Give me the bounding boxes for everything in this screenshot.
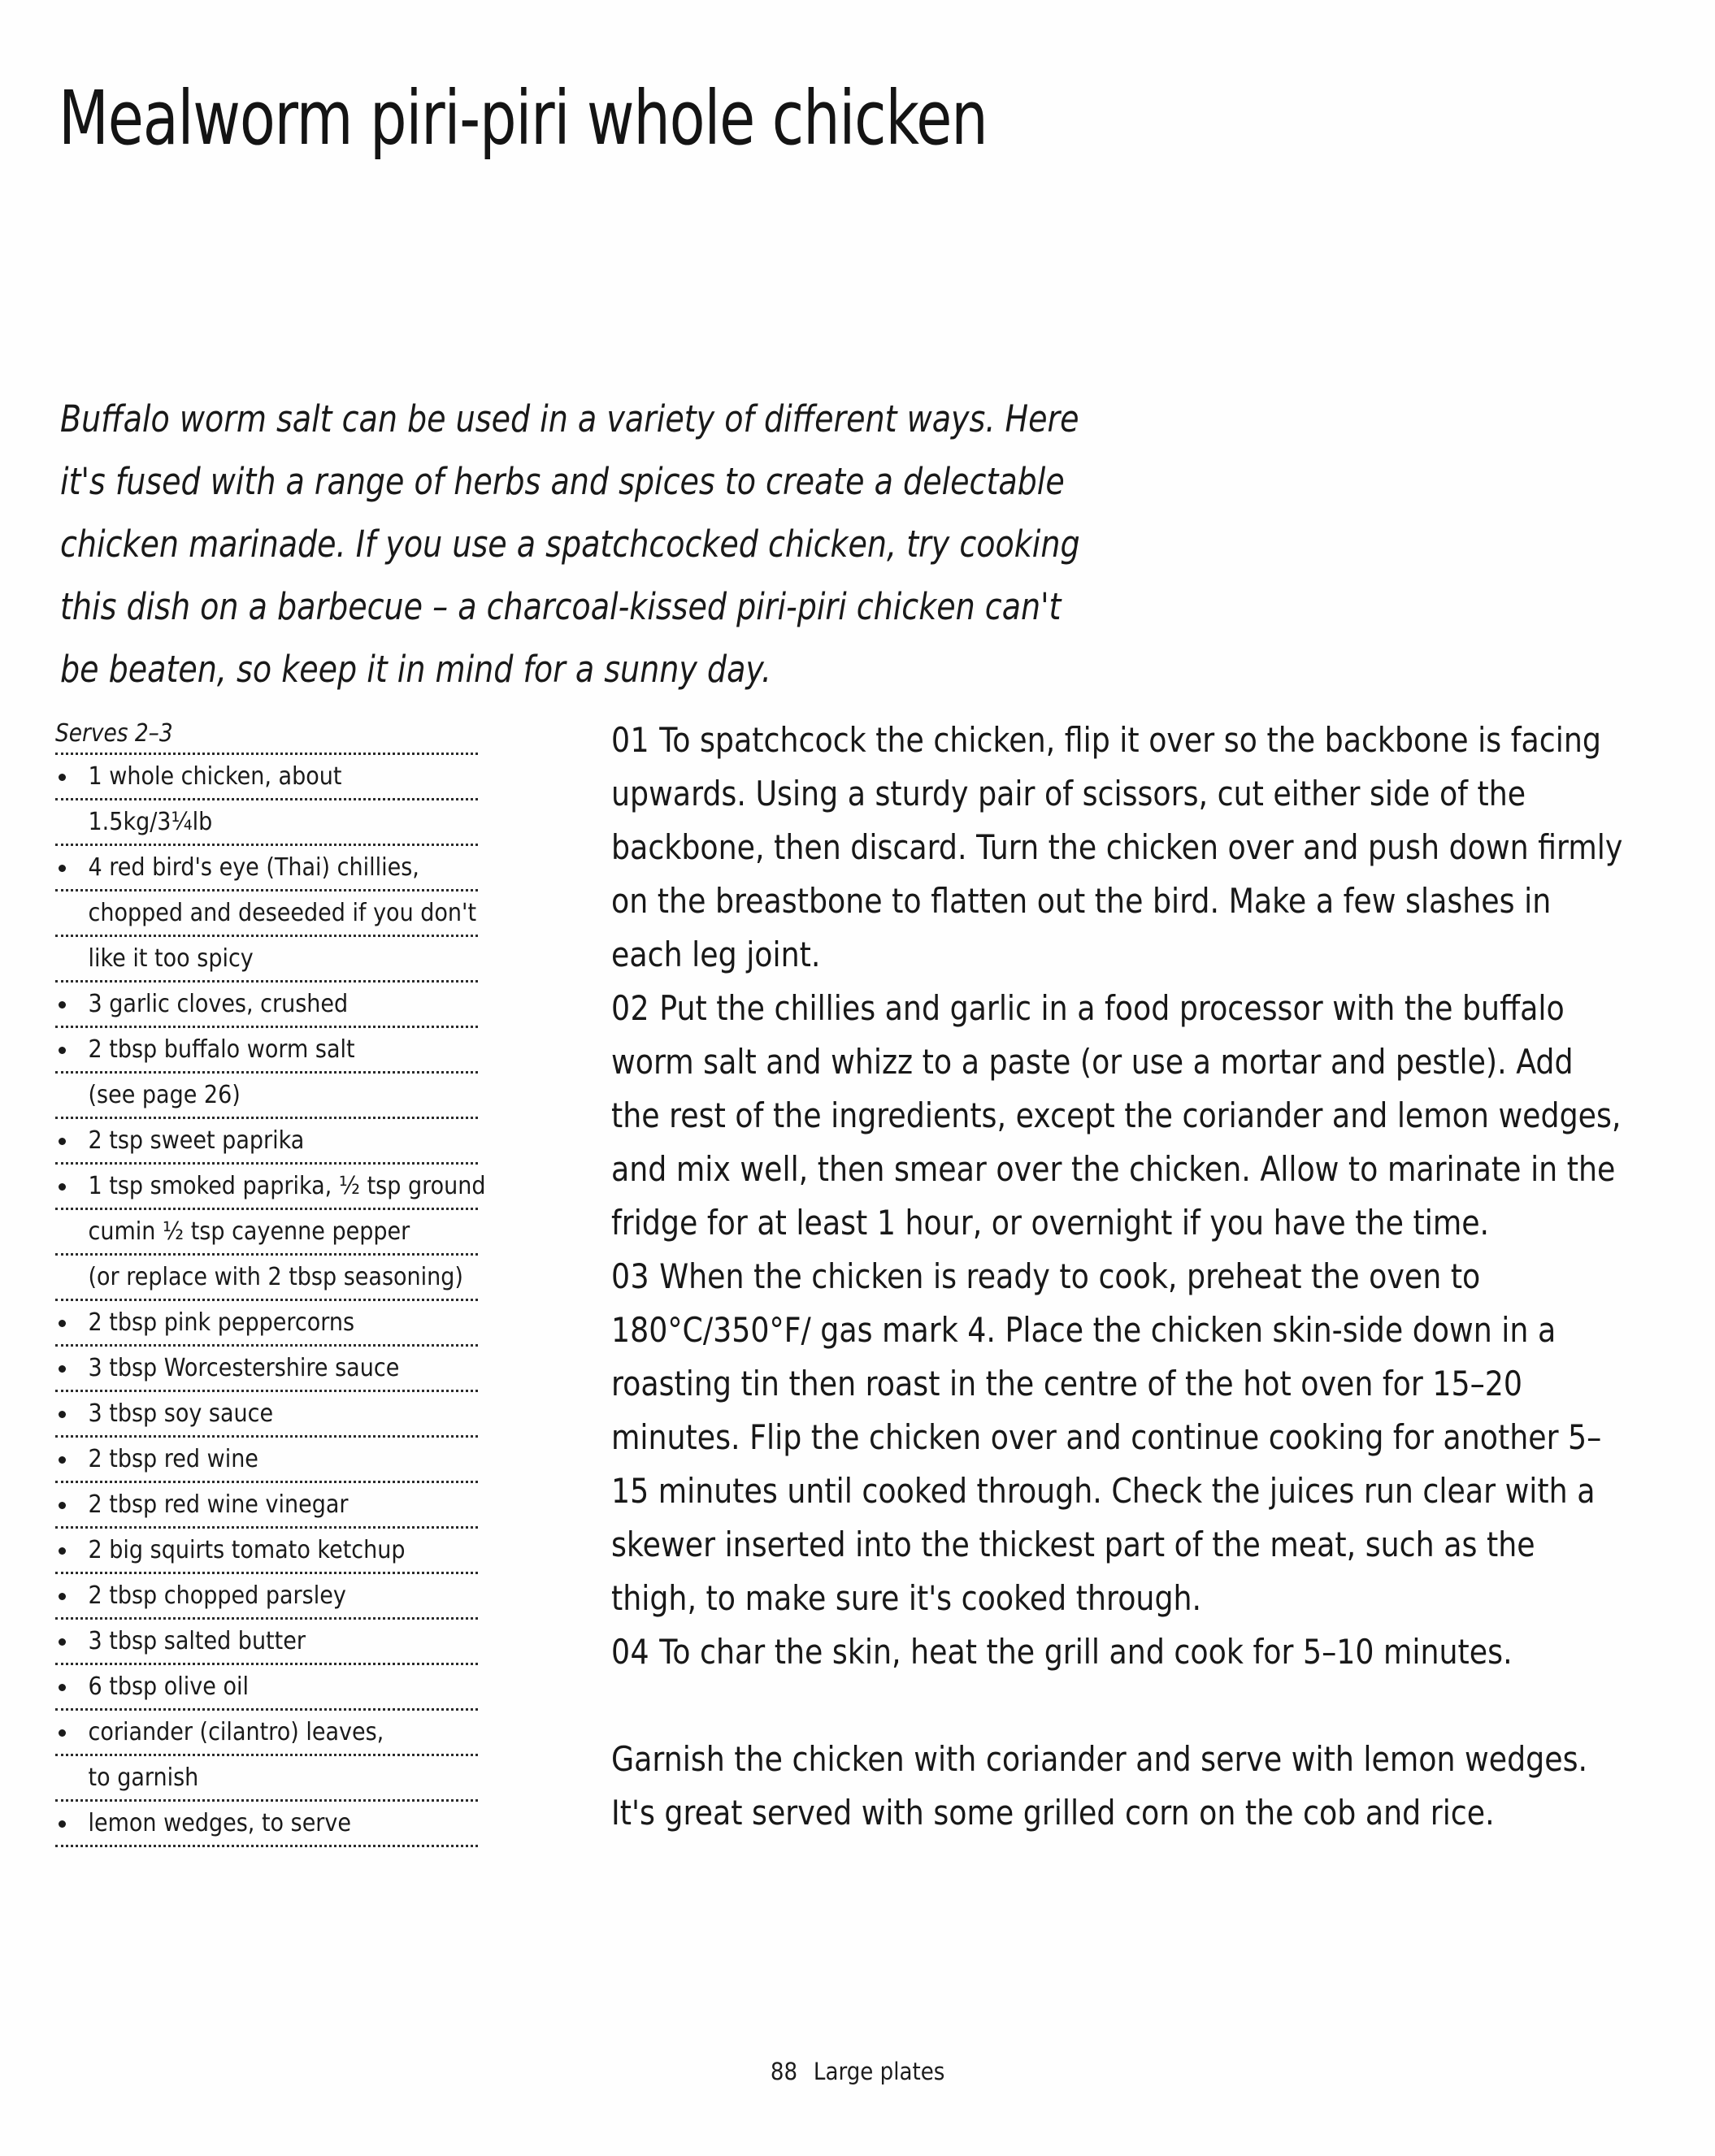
step-text: To char the skin, heat the grill and cook for 5–10 minutes. xyxy=(659,1632,1513,1672)
step-number: 01 xyxy=(611,720,650,760)
ingredient-text: like it too spicy xyxy=(88,944,254,973)
ingredient-text: 6 tbsp olive oil xyxy=(88,1672,249,1701)
step-text: When the chicken is ready to cook, preheat the oven to 180°C/350°F/ gas mark 4. Place the chicken skin-side down in a roasting tin then roast in the centre of the hot oven for 15–20 minutes. Flip the chicken over and continue cooking for another 5–15 minutes until cooked through. Check the juices run clear with a skewer inserted into the thickest part of the meat, such as the thigh, to make sure it's cooked through. xyxy=(611,1256,1602,1618)
ingredients-list xyxy=(55,753,486,1847)
ingredient-line xyxy=(55,1802,478,1847)
ingredient-text: cumin ½ tsp cayenne pepper xyxy=(88,1217,410,1246)
ingredient-text: 2 big squirts tomato ketchup xyxy=(88,1536,406,1564)
ingredients-column xyxy=(55,718,486,1847)
ingredient-line xyxy=(55,1483,478,1529)
ingredient-line xyxy=(55,1620,478,1665)
page-number: 88 xyxy=(770,2058,797,2085)
ingredient-text: (see page 26) xyxy=(88,1081,241,1109)
method-step xyxy=(611,1625,1624,1679)
ingredient-line xyxy=(55,1665,478,1711)
ingredient-text: 3 tbsp soy sauce xyxy=(88,1399,274,1428)
ingredient-text: 3 garlic cloves, crushed xyxy=(88,990,349,1018)
method-step xyxy=(611,1250,1624,1625)
page-footer xyxy=(0,2058,1715,2085)
footer-inner xyxy=(771,2058,944,2085)
serves-label: Serves 2–3 xyxy=(55,719,173,748)
step-text: To spatchcock the chicken, flip it over so the backbone is facing upwards. Using a sturdy pair of scissors, cut either side of the backbone, then discard. Turn the chicken over and push down firmly on the breastbone to flatten out the bird. Make a few slashes in each leg joint. xyxy=(611,720,1623,974)
ingredient-text: 4 red bird's eye (Thai) chillies, xyxy=(88,853,419,882)
ingredient-text: chopped and deseeded if you don't xyxy=(88,899,477,927)
ingredient-line xyxy=(55,983,478,1028)
ingredient-text: 1.5kg/3¼lb xyxy=(88,808,213,836)
ingredient-text: 3 tbsp Worcestershire sauce xyxy=(88,1354,400,1382)
ingredient-text: 2 tbsp chopped parsley xyxy=(88,1581,346,1610)
ingredient-line xyxy=(55,1028,478,1074)
step-number: 04 xyxy=(611,1632,650,1672)
ingredient-line xyxy=(55,937,478,983)
ingredient-line xyxy=(55,1165,486,1210)
method-step xyxy=(611,714,1624,982)
ingredient-line xyxy=(55,1756,478,1802)
ingredient-line xyxy=(55,1210,478,1256)
section-name: Large plates xyxy=(813,2058,945,2085)
ingredient-line xyxy=(55,846,478,891)
ingredient-line xyxy=(55,1574,478,1620)
ingredient-line xyxy=(55,1529,478,1574)
ingredient-text: 2 tbsp red wine xyxy=(88,1445,258,1473)
method-column xyxy=(611,714,1635,1840)
page-title: Mealworm piri-piri whole chicken xyxy=(59,74,988,162)
ingredient-line xyxy=(55,1392,478,1438)
ingredient-line xyxy=(55,1074,478,1119)
ingredient-line xyxy=(55,1301,478,1347)
method-step xyxy=(611,982,1624,1250)
ingredient-text: 3 tbsp salted butter xyxy=(88,1627,306,1655)
ingredient-line xyxy=(55,1711,478,1756)
closing-paragraph: Garnish the chicken with coriander and serve with lemon wedges. It's great served with some grilled corn on the cob and rice. xyxy=(611,1739,1588,1833)
ingredient-text: 1 tsp smoked paprika, ½ tsp ground xyxy=(88,1172,486,1200)
ingredient-text: 2 tbsp red wine vinegar xyxy=(88,1490,349,1519)
ingredient-text: lemon wedges, to serve xyxy=(88,1809,352,1837)
step-number: 02 xyxy=(611,988,650,1028)
ingredient-text: 2 tsp sweet paprika xyxy=(88,1126,305,1155)
ingredient-line xyxy=(55,1256,478,1301)
ingredient-text: 1 whole chicken, about xyxy=(88,762,342,791)
intro-paragraph: Buffalo worm salt can be used in a variety of different ways. Here it's fused with a range of herbs and spices to create a delectable chicken marinade. If you use a spatchcocked chicken, try cooking this dish on a barbecue – a charcoal-kissed piri-piri chicken can't be beaten, so keep it in mind for a sunny day. xyxy=(60,397,1080,691)
ingredient-line xyxy=(55,1119,478,1165)
step-text: Put the chillies and garlic in a food processor with the buffalo worm salt and whizz to a paste (or use a mortar and pestle). Add the rest of the ingredients, except the coriander and lemon wedges, and mix well, then smear over the chicken. Allow to marinate in the fridge for at least 1 hour, or overnight if you have the time. xyxy=(611,988,1622,1243)
ingredient-line xyxy=(55,1438,478,1483)
ingredient-line xyxy=(55,755,478,800)
ingredient-text: coriander (cilantro) leaves, xyxy=(88,1718,384,1746)
step-number: 03 xyxy=(611,1256,650,1296)
ingredient-text: to garnish xyxy=(88,1763,199,1792)
ingredient-text: 2 tbsp buffalo worm salt xyxy=(88,1035,355,1064)
ingredient-line xyxy=(55,891,478,937)
ingredient-text: 2 tbsp pink peppercorns xyxy=(88,1308,355,1337)
ingredient-text: (or replace with 2 tbsp seasoning) xyxy=(88,1263,463,1291)
ingredient-line xyxy=(55,800,478,846)
ingredient-line xyxy=(55,1347,478,1392)
